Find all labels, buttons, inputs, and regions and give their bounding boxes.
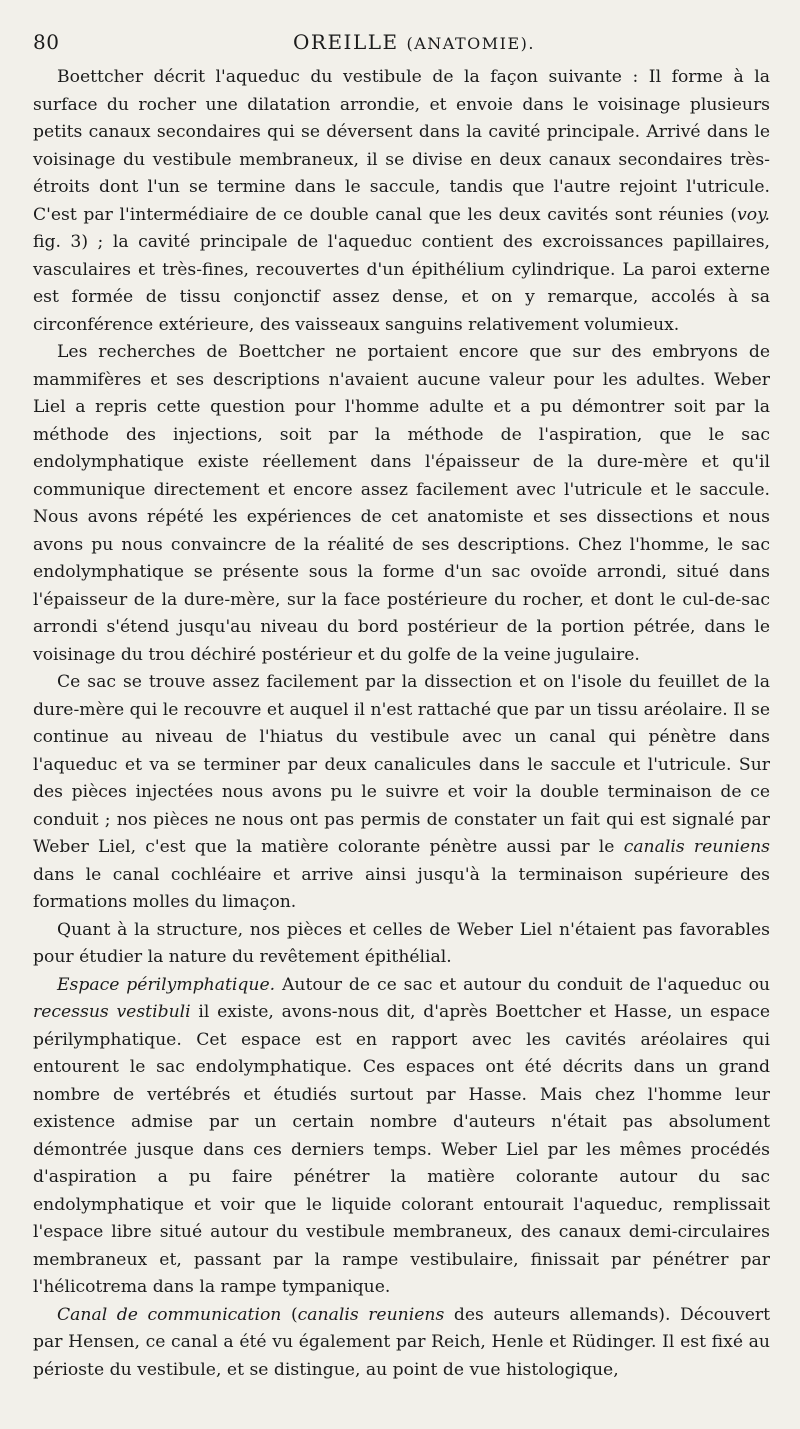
body-text [33,64,770,1384]
italic-text: canalis reuniens [623,837,770,857]
italic-text: recessus vestibuli [33,1002,191,1022]
paragraph [33,669,770,917]
italic-text: Espace périlymphatique. [57,974,276,995]
text-run: ( [281,1304,298,1325]
text-run: Les recherches de Boettcher ne portaient encore que sur des embryons de mammifères et ses descriptions n'avaient aucune valeur pour les adultes. Weber Liel a repris cette question pour l'homme adulte et a pu démontrer soit par la méthode des injections, soit par la méthode de l'aspiration, que le sac endolymphatique existe réellement dans l'épaisseur de la dure-mère et qu'il communique directement et encore assez facilement avec l'utricule et le saccule. Nous avons répété les expériences de cet anatomiste et ses dissections et nous avons pu nous convaincre de la réalité de ses descriptions. Chez l'homme, le sac endolymphatique se présente sous la forme d'un sac ovoïde arrondi, situé dans l'épaisseur de la dure-mère, sur la face postérieure du rocher, et dont le cul-de-sac arrondi s'étend jusqu'au niveau du bord postérieur de la portion pétrée, dans le voisinage du trou déchiré postérieur et du golfe de la veine jugulaire. [33,342,770,665]
text-run: fig. 3) ; la cavité principale de l'aqueduc contient des excroissances papillaires, vasculaires et très-fines, recouvertes d'un épithélium cylindrique. La paroi externe est formée de tissu conjonctif assez dense, et on y remarque, accolés à sa circonférence extérieure, des vaisseaux sanguins relativement volumieux. [33,232,770,335]
page-header [33,30,770,64]
text-run: Boettcher décrit l'aqueduc du vestibule de la façon suivante : Il forme à la surface du rocher une dilatation arrondie, et envoie dans le voisinage plusieurs petits canaux secondaires qui se déversent dans la cavité principale. Arrivé dans le voisinage du vestibule membraneux, il se divise en deux canaux secondaires très-étroits dont l'un se termine dans le saccule, tandis que l'autre rejoint l'utricule. C'est par l'intermédiaire de ce double canal que les deux cavités sont réunies ( [33,67,770,225]
italic-text: canalis reuniens [297,1304,445,1325]
paragraph [33,1302,770,1385]
paragraph [33,64,770,339]
running-title [293,30,535,54]
paragraph [33,917,770,972]
running-title-main: OREILLE [293,30,399,54]
paragraph [33,972,770,1302]
paragraph [33,339,770,669]
italic-text: voy. [737,204,770,225]
page-number: 80 [33,30,60,54]
text-run: dans le canal cochléaire et arrive ainsi jusqu'à la terminaison supérieure des formations molles du limaçon. [33,864,770,912]
text-run: des auteurs allemands). Découvert par Hensen, ce canal a été vu également par Reich, Henle et Rüdinger. Il est fixé au périoste du vestibule, et se distingue, au point de vue histologique, [33,1304,770,1380]
text-run: Autour de ce sac et autour du conduit de l'aqueduc ou [275,974,771,995]
text-run: Quant à la structure, nos pièces et celles de Weber Liel n'étaient pas favorables pour étudier la nature du revêtement épithélial. [33,919,770,967]
text-run: Ce sac se trouve assez facilement par la dissection et on l'isole du feuillet de la dure-mère qui le recouvre et auquel il n'est rattaché que par un tissu aréolaire. Il se continue au niveau de l'hiatus du vestibule avec un canal qui pénètre dans l'aqueduc et va se terminer par deux canalicules dans le saccule et l'utricule. Sur des pièces injectées nous avons pu le suivre et voir la double terminaison de ce conduit ; nos pièces ne nous ont pas permis de constater un fait qui est signalé par Weber Liel, c'est que la matière colorante pénètre aussi par le [33,672,770,857]
text-run: il existe, avons-nous dit, d'après Boettcher et Hasse, un espace périlymphatique. Cet espace est en rapport avec les cavités aréolaires qui entourent le sac endolymphatique. Ces espaces ont été décrits dans un grand nombre de vertébrés et étudiés surtout par Hasse. Mais chez l'homme leur existence admise par un certain nombre d'auteurs n'était pas absolument démontrée jusque dans ces derniers temps. Weber Liel par les mêmes procédés d'aspiration a pu faire pénétrer la matière colorante autour du sac endolymphatique et voir que le liquide colorant entourait l'aqueduc, remplissait l'espace libre situé autour du vestibule membraneux, des canaux demi-circulaires membraneux et, passant par la rampe vestibulaire, finissait par pénétrer par l'hélicotrema dans la rampe tympanique. [33,1002,770,1297]
italic-text: Canal de communication [57,1304,282,1325]
running-title-subtitle: (ANATOMIE). [406,34,535,53]
